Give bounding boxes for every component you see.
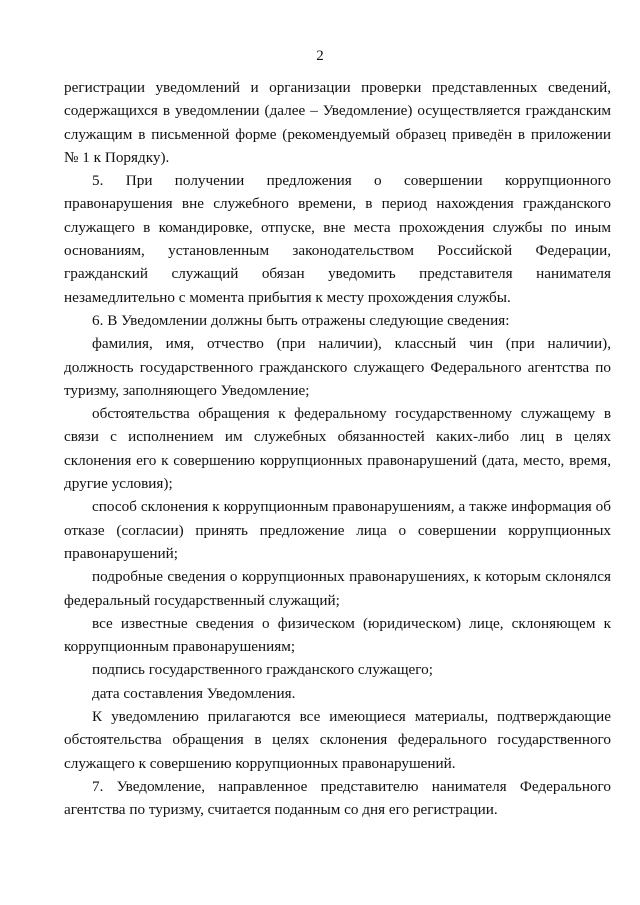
page-number: 2 [316, 48, 324, 64]
paragraph-item-5: 5. При получении предложения о совершении коррупционного правонарушения вне служебного времени, в период нахождения гражданского служащего в командировке, отпуске, вне места прохождения службы по иным основаниям, установленным законодательством Российской Федерации, гражданский служащий обязан уведомить представителя нанимателя незамедлительно с момента прибытия к месту прохождения службы. [64, 172, 611, 306]
paragraph-attachments: К уведомлению прилагаются все имеющиеся материалы, подтверждающие обстоятельства обращения в целях склонения федерального государственного служащего к совершению коррупционных правонарушений. [64, 708, 611, 772]
paragraph-known-info: все известные сведения о физическом (юридическом) лице, склоняющем к коррупционным правонарушениям; [64, 614, 611, 656]
paragraph-detailed-info: подробные сведения о коррупционных правонарушениях, к которым склонялся федеральный государственный служащий; [64, 568, 611, 609]
paragraph-continuation: регистрации уведомлений и организации проверки представленных сведений, содержащихся в уведомлении (далее – Уведомление) осуществляется гражданским служащим в письменной форме (рекомендуемый образец приведён в приложении № 1 к Порядку). [64, 79, 611, 166]
paragraph-full-name-info: фамилия, имя, отчество (при наличии), классный чин (при наличии), должность государственного гражданского служащего Федерального агентства по туризму, заполняющего Уведомление; [64, 335, 611, 399]
paragraph-circumstances: обстоятельства обращения к федеральному государственному служащему в связи с исполнением им служебных обязанностей каких-либо лиц в целях склонения его к совершению коррупционных правонарушений (дата, место, время, другие условия); [64, 405, 611, 493]
paragraph-signature: подпись государственного гражданского служащего; [92, 661, 433, 679]
document-body [64, 76, 611, 822]
paragraph-item-6: 6. В Уведомлении должны быть отражены следующие сведения: [92, 311, 510, 329]
paragraph-method: способ склонения к коррупционным правонарушениям, а также информация об отказе (согласии) принять предложение лица о совершении коррупционных правонарушений; [64, 498, 611, 562]
paragraph-item-7: 7. Уведомление, направленное представителю нанимателя Федерального агентства по туризму, считается поданным со дня его регистрации. [64, 777, 611, 819]
paragraph-date: дата составления Уведомления. [92, 684, 296, 702]
